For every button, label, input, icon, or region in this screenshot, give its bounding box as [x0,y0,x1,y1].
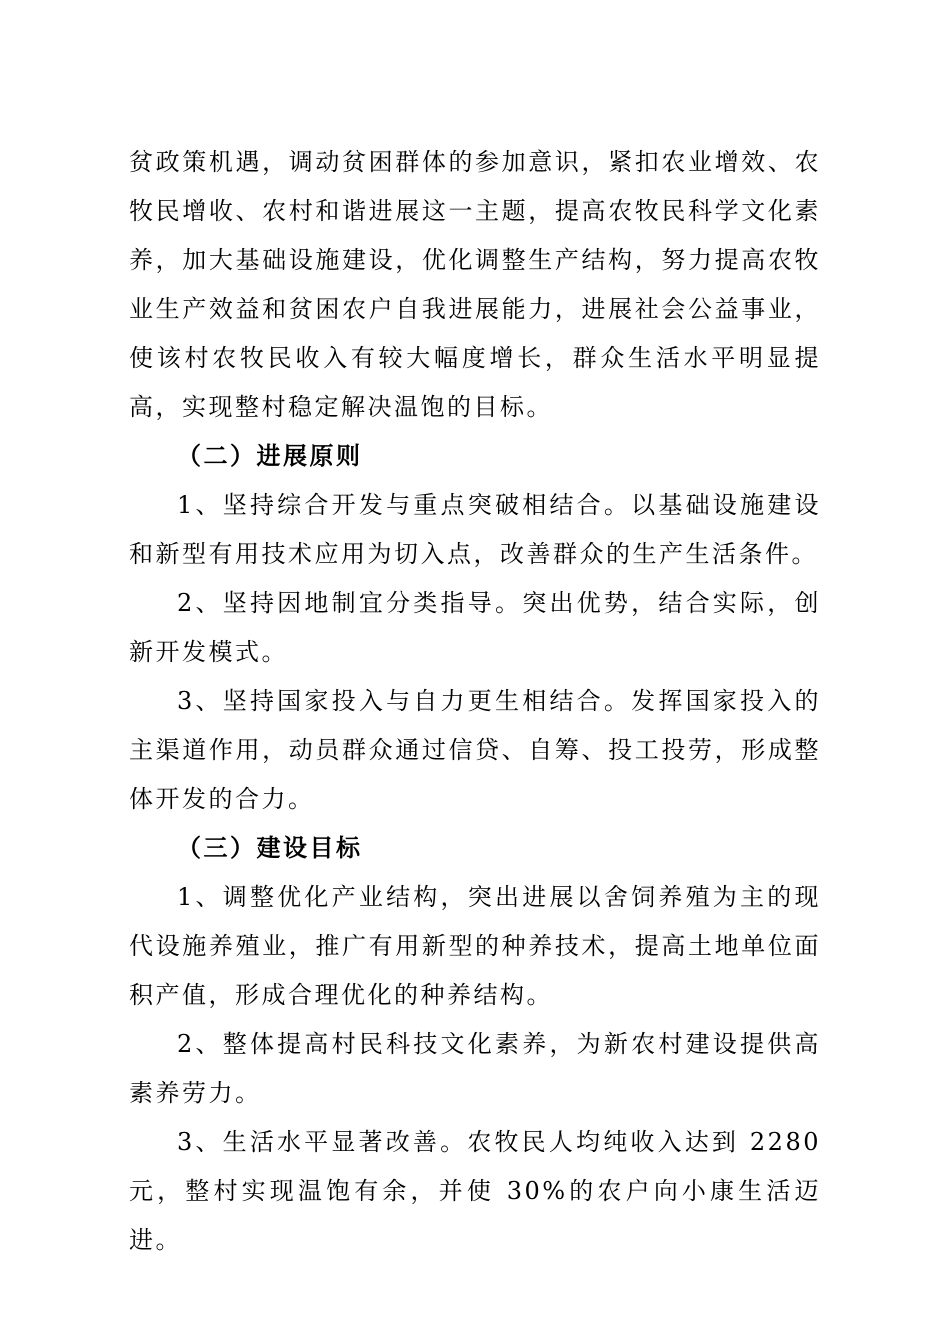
intro-paragraph: 贫政策机遇，调动贫困群体的参加意识，紧扣农业增效、农牧民增收、农村和谐进展这一主题，提高农牧民科学文化素养，加大基础设施建设，优化调整生产结构，努力提高农牧业生产效益和贫困农户自我进展能力，进展社会公益事业，使该村农牧民收入有较大幅度增长，群众生活水平明显提高，实现整村稳定解决温饱的目标。 [129,148,821,421]
document-body [129,138,821,1265]
section-heading-goals: （三）建设目标 [177,834,363,862]
goal-item-1: 1、调整优化产业结构，突出进展以舍饲养殖为主的现代设施养殖业，推广有用新型的种养技术，提高土地单位面积产值，形成合理优化的种养结构。 [129,883,821,1009]
goal-item-2: 2、整体提高村民科技文化素养，为新农村建设提供高素养劳力。 [129,1030,821,1107]
principle-item-3: 3、坚持国家投入与自力更生相结合。发挥国家投入的主渠道作用，动员群众通过信贷、自筹、投工投劳，形成整体开发的合力。 [129,687,821,813]
goal-item-3: 3、生活水平显著改善。农牧民人均纯收入达到 2280 元，整村实现温饱有余，并使 30%的农户向小康生活迈进。 [129,1128,821,1254]
principle-item-2: 2、坚持因地制宜分类指导。突出优势，结合实际，创新开发模式。 [129,589,821,666]
principle-item-1: 1、坚持综合开发与重点突破相结合。以基础设施建设和新型有用技术应用为切入点，改善群众的生产生活条件。 [129,491,821,568]
section-heading-principles: （二）进展原则 [177,442,363,470]
